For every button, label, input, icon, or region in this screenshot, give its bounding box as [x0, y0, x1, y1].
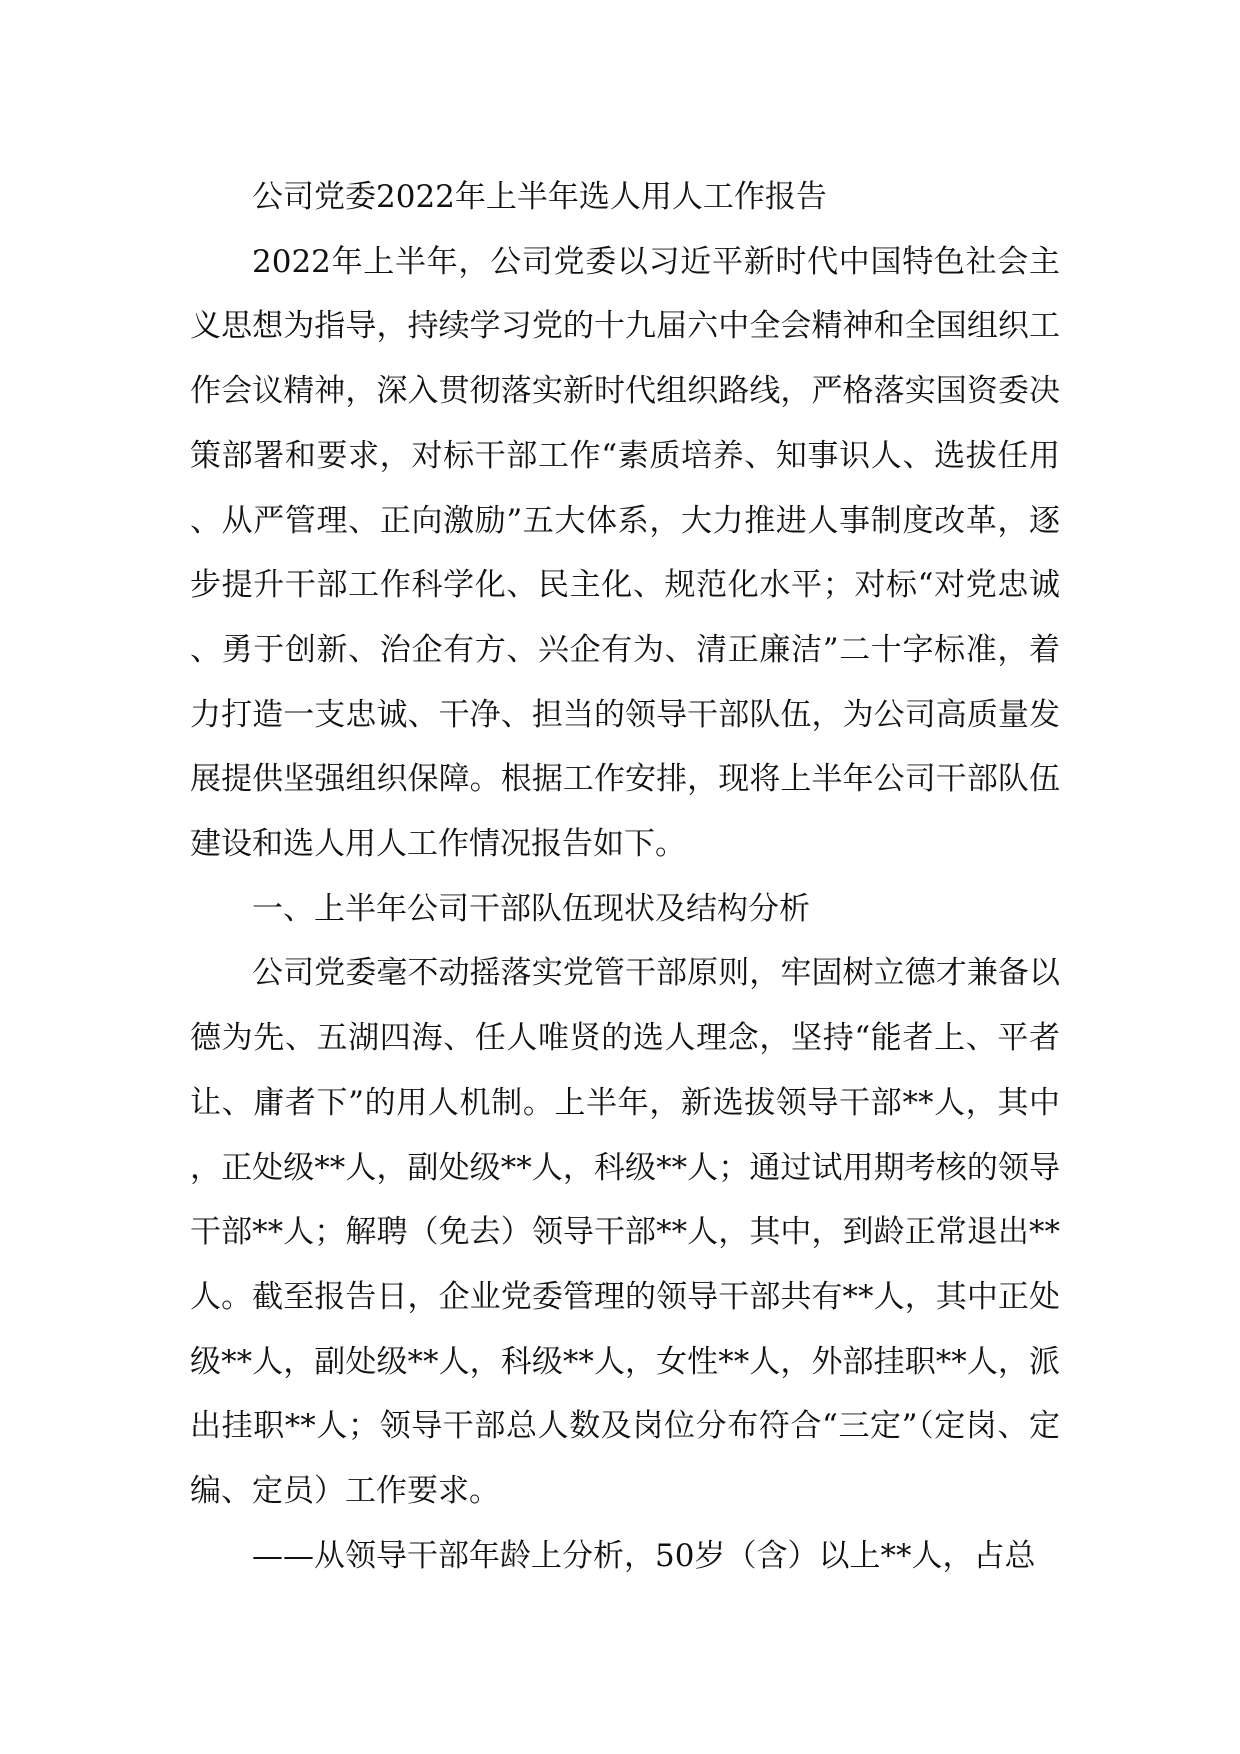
document-title: 公司党委2022年上半年选人用人工作报告	[252, 179, 827, 215]
age-analysis-paragraph: ——从领导干部年龄上分析，50岁（含）以上**人，占总	[252, 1537, 1036, 1574]
section-heading: 一、上半年公司干部队伍现状及结构分析	[252, 890, 810, 927]
body-paragraph: 公司党委毫不动摇落实党管干部原则，牢固树立德才兼备以德为先、五湖四海、任人唯贤的选人理念，坚持“能者上、平者让、庸者下”的用人机制。上半年，新选拔领导干部**人，其中，正处级**人，副处级**人，科级**人；通过试用期考核的领导干部**人；解聘（免去）领导干部**人，其中，到龄正常退出**人。截至报告日，企业党委管理的领导干部共有**人，其中正处级**人，副处级**人，科级**人，女性**人，外部挂职**人，派出挂职**人；领导干部总人数及岗位分布符合“三定”（定岗、定编、定员）工作要求。	[190, 955, 1060, 1510]
document-body	[190, 165, 1060, 1588]
intro-paragraph: 2022年上半年，公司党委以习近平新时代中国特色社会主义思想为指导，持续学习党的十九届六中全会精神和全国组织工作会议精神，深入贯彻落实新时代组织路线，严格落实国资委决策部署和要求，对标干部工作“素质培养、知事识人、选拔任用、从严管理、正向激励”五大体系，大力推进人事制度改革，逐步提升干部工作科学化、民主化、规范化水平；对标“对党忠诚、勇于创新、治企有方、兴企有为、清正廉洁”二十字标准，着力打造一支忠诚、干净、担当的领导干部队伍，为公司高质量发展提供坚强组织保障。根据工作安排，现将上半年公司干部队伍建设和选人用人工作情况报告如下。	[190, 243, 1060, 863]
